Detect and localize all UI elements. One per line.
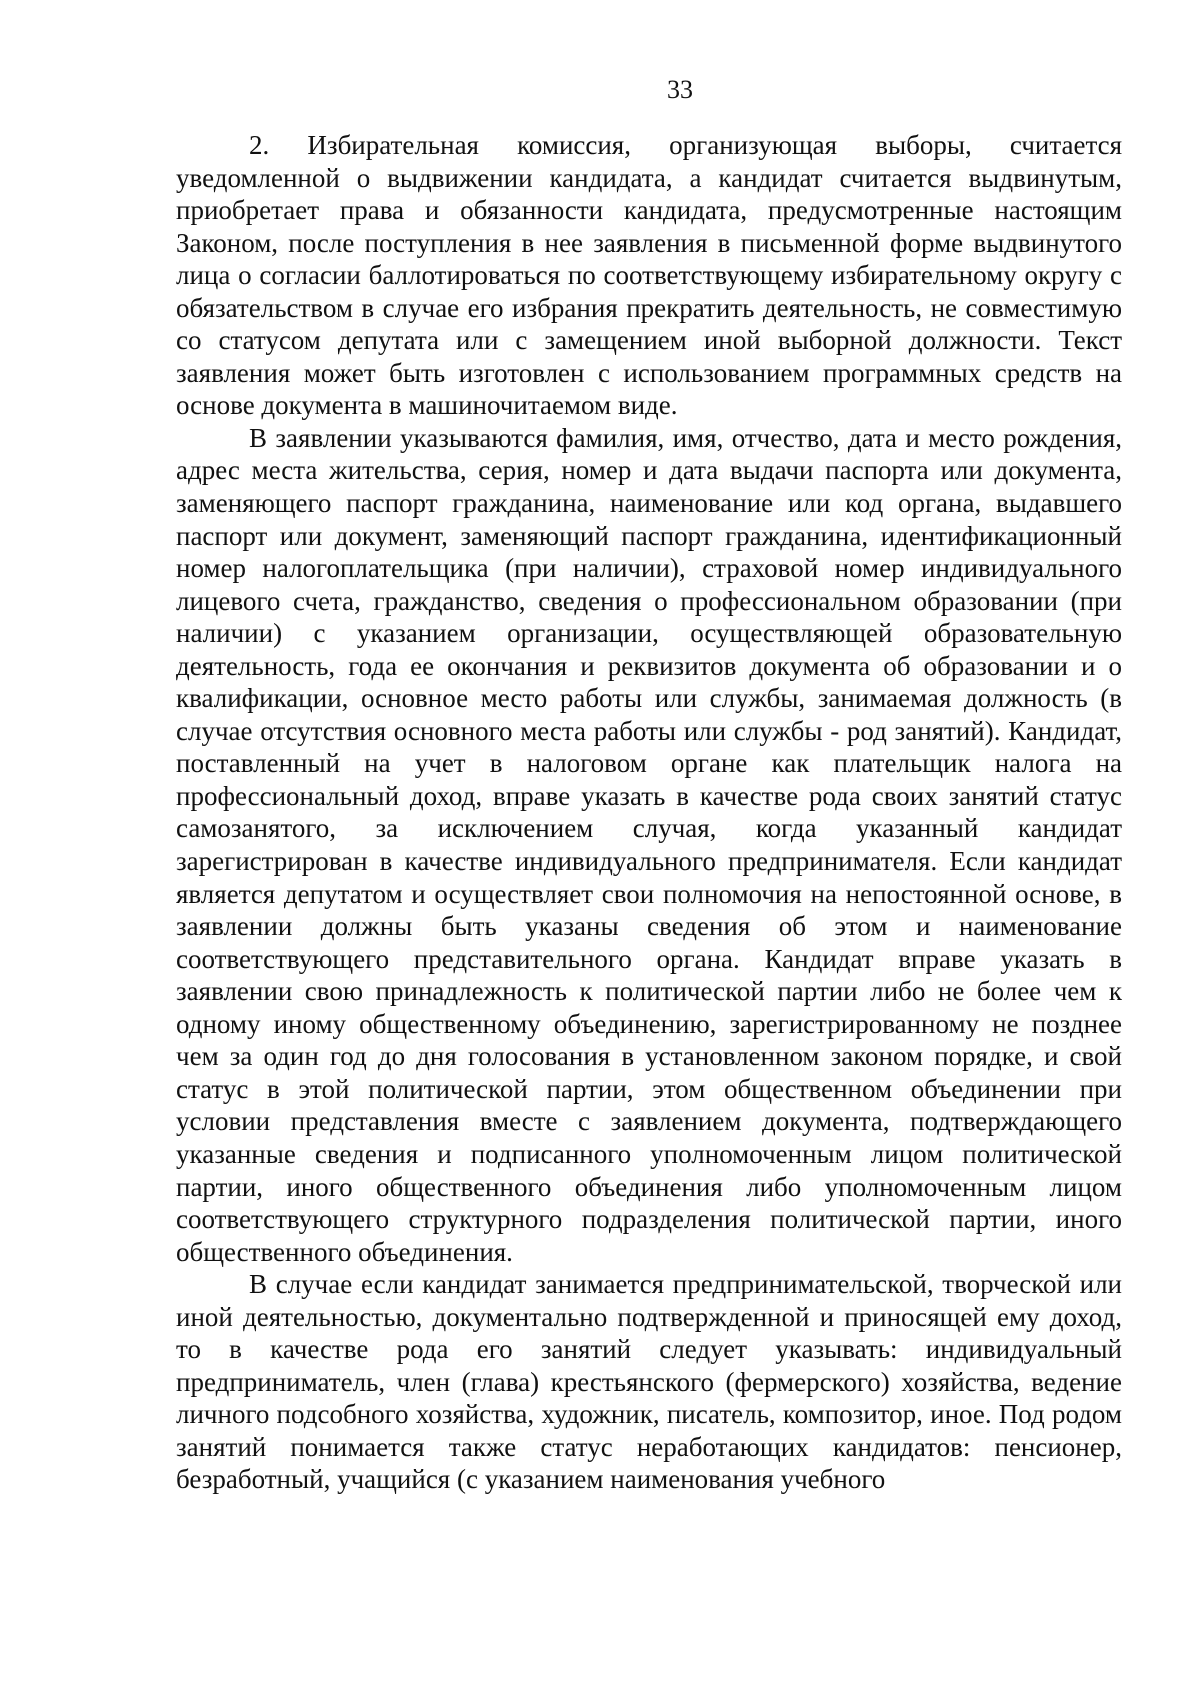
paragraph-application-contents: В заявлении указываются фамилия, имя, отчество, дата и место рождения, адрес места жительства, серия, номер и дата выдачи паспорта или документа, заменяющего паспорт гражданина, наименование или код органа, выдавшего паспорт или документ, заменяющий паспорт гражданина, идентификационный номер налогоплательщика (при наличии), страховой номер индивидуального лицевого счета, гражданство, сведения о профессиональном образовании (при наличии) с указанием организации, осуществляющей образовательную деятельность, года ее окончания и реквизитов документа об образовании и о квалификации, основное место работы или службы, занимаемая должность (в случае отсутствия основного места работы или службы - род занятий). Кандидат, поставленный на учет в налоговом органе как плательщик налога на профессиональный доход, вправе указать в качестве рода своих занятий статус самозанятого, за исключением случая, когда указанный кандидат зарегистрирован в качестве индивидуального предпринимателя. Если кандидат является депутатом и осуществляет свои полномочия на непостоянной основе, в заявлении должны быть указаны сведения об этом и наименование соответствующего представительного органа. Кандидат вправе указать в заявлении свою принадлежность к политической партии либо не более чем к одному иному общественному объединению, зарегистрированному не позднее чем за один год до дня голосования в установленном законом порядке, и свой статус в этой политической партии, этом общественном объединении при условии представления вместе с заявлением документа, подтверждающего указанные сведения и подписанного уполномоченным лицом политической партии, иного общественного объединения либо уполномоченным лицом соответствующего структурного подразделения политической партии, иного общественного объединения. bbox=[176, 422, 1122, 1267]
document-body bbox=[176, 129, 1122, 1496]
paragraph-candidate-notification: 2. Избирательная комиссия, организующая выборы, считается уведомленной о выдвижении кандидата, а кандидат считается выдвинутым, приобретает права и обязанности кандидата, предусмотренные настоящим Законом, после поступления в нее заявления в письменной форме выдвинутого лица о согласии баллотироваться по соответствующему избирательному округу с обязательством в случае его избрания прекратить деятельность, не совместимую со статусом депутата или с замещением иной выборной должности. Текст заявления может быть изготовлен с использованием программных средств на основе документа в машиночитаемом виде. bbox=[176, 130, 1122, 421]
page-number: 33 bbox=[667, 75, 693, 104]
paragraph-occupation: В случае если кандидат занимается предпринимательской, творческой или иной деятельностью, документально подтвержденной и приносящей ему доход, то в качестве рода его занятий следует указывать: индивидуальный предприниматель, член (глава) крестьянского (фермерского) хозяйства, ведение личного подсобного хозяйства, художник, писатель, композитор, иное. Под родом занятий понимается также статус неработающих кандидатов: пенсионер, безработный, учащийся (с указанием наименования учебного bbox=[176, 1269, 1122, 1495]
